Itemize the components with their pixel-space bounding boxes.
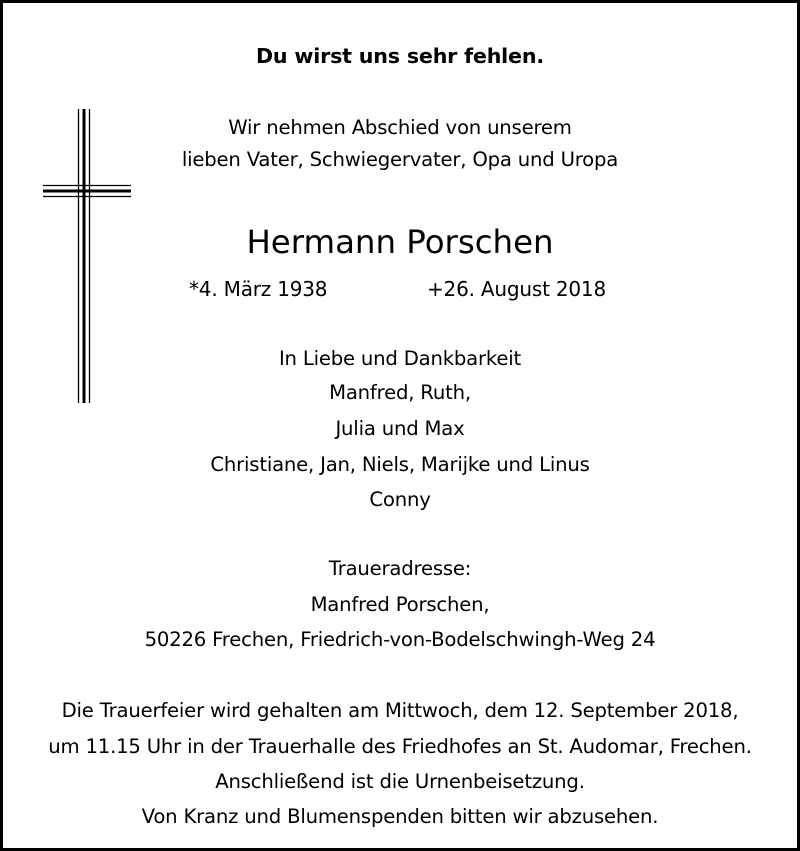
- headline: Du wirst uns sehr fehlen.: [256, 44, 544, 68]
- ceremony-line-3: Anschließend ist die Urnenbeisetzung.: [215, 770, 585, 793]
- address-street: 50226 Frechen, Friedrich-von-Bodelschwingh-Weg 24: [144, 628, 656, 651]
- deceased-name: Hermann Porschen: [246, 223, 554, 261]
- mourner-line: Manfred, Ruth,: [329, 381, 471, 404]
- intro-line-2: lieben Vater, Schwiegervater, Opa und Uropa: [181, 148, 619, 171]
- death-date: +26. August 2018: [427, 277, 606, 301]
- ceremony-line-4: Von Kranz und Blumenspenden bitten wir abzusehen.: [141, 805, 659, 828]
- address-name: Manfred Porschen,: [310, 593, 490, 616]
- intro-line-1: Wir nehmen Abschied von unserem: [228, 116, 572, 139]
- mourner-line: Christiane, Jan, Niels, Marijke und Linus: [210, 453, 590, 476]
- mourner-line: Julia und Max: [335, 417, 465, 440]
- ceremony-line-2: um 11.15 Uhr in der Trauerhalle des Friedhofes an St. Audomar, Frechen.: [48, 735, 752, 758]
- mourners-intro: In Liebe und Dankbarkeit: [278, 347, 522, 370]
- ceremony-line-1: Die Trauerfeier wird gehalten am Mittwoch, dem 12. September 2018,: [61, 699, 739, 722]
- address-heading: Traueradresse:: [328, 557, 472, 580]
- mourner-line: Conny: [369, 488, 431, 511]
- birth-date: *4. März 1938: [189, 277, 328, 301]
